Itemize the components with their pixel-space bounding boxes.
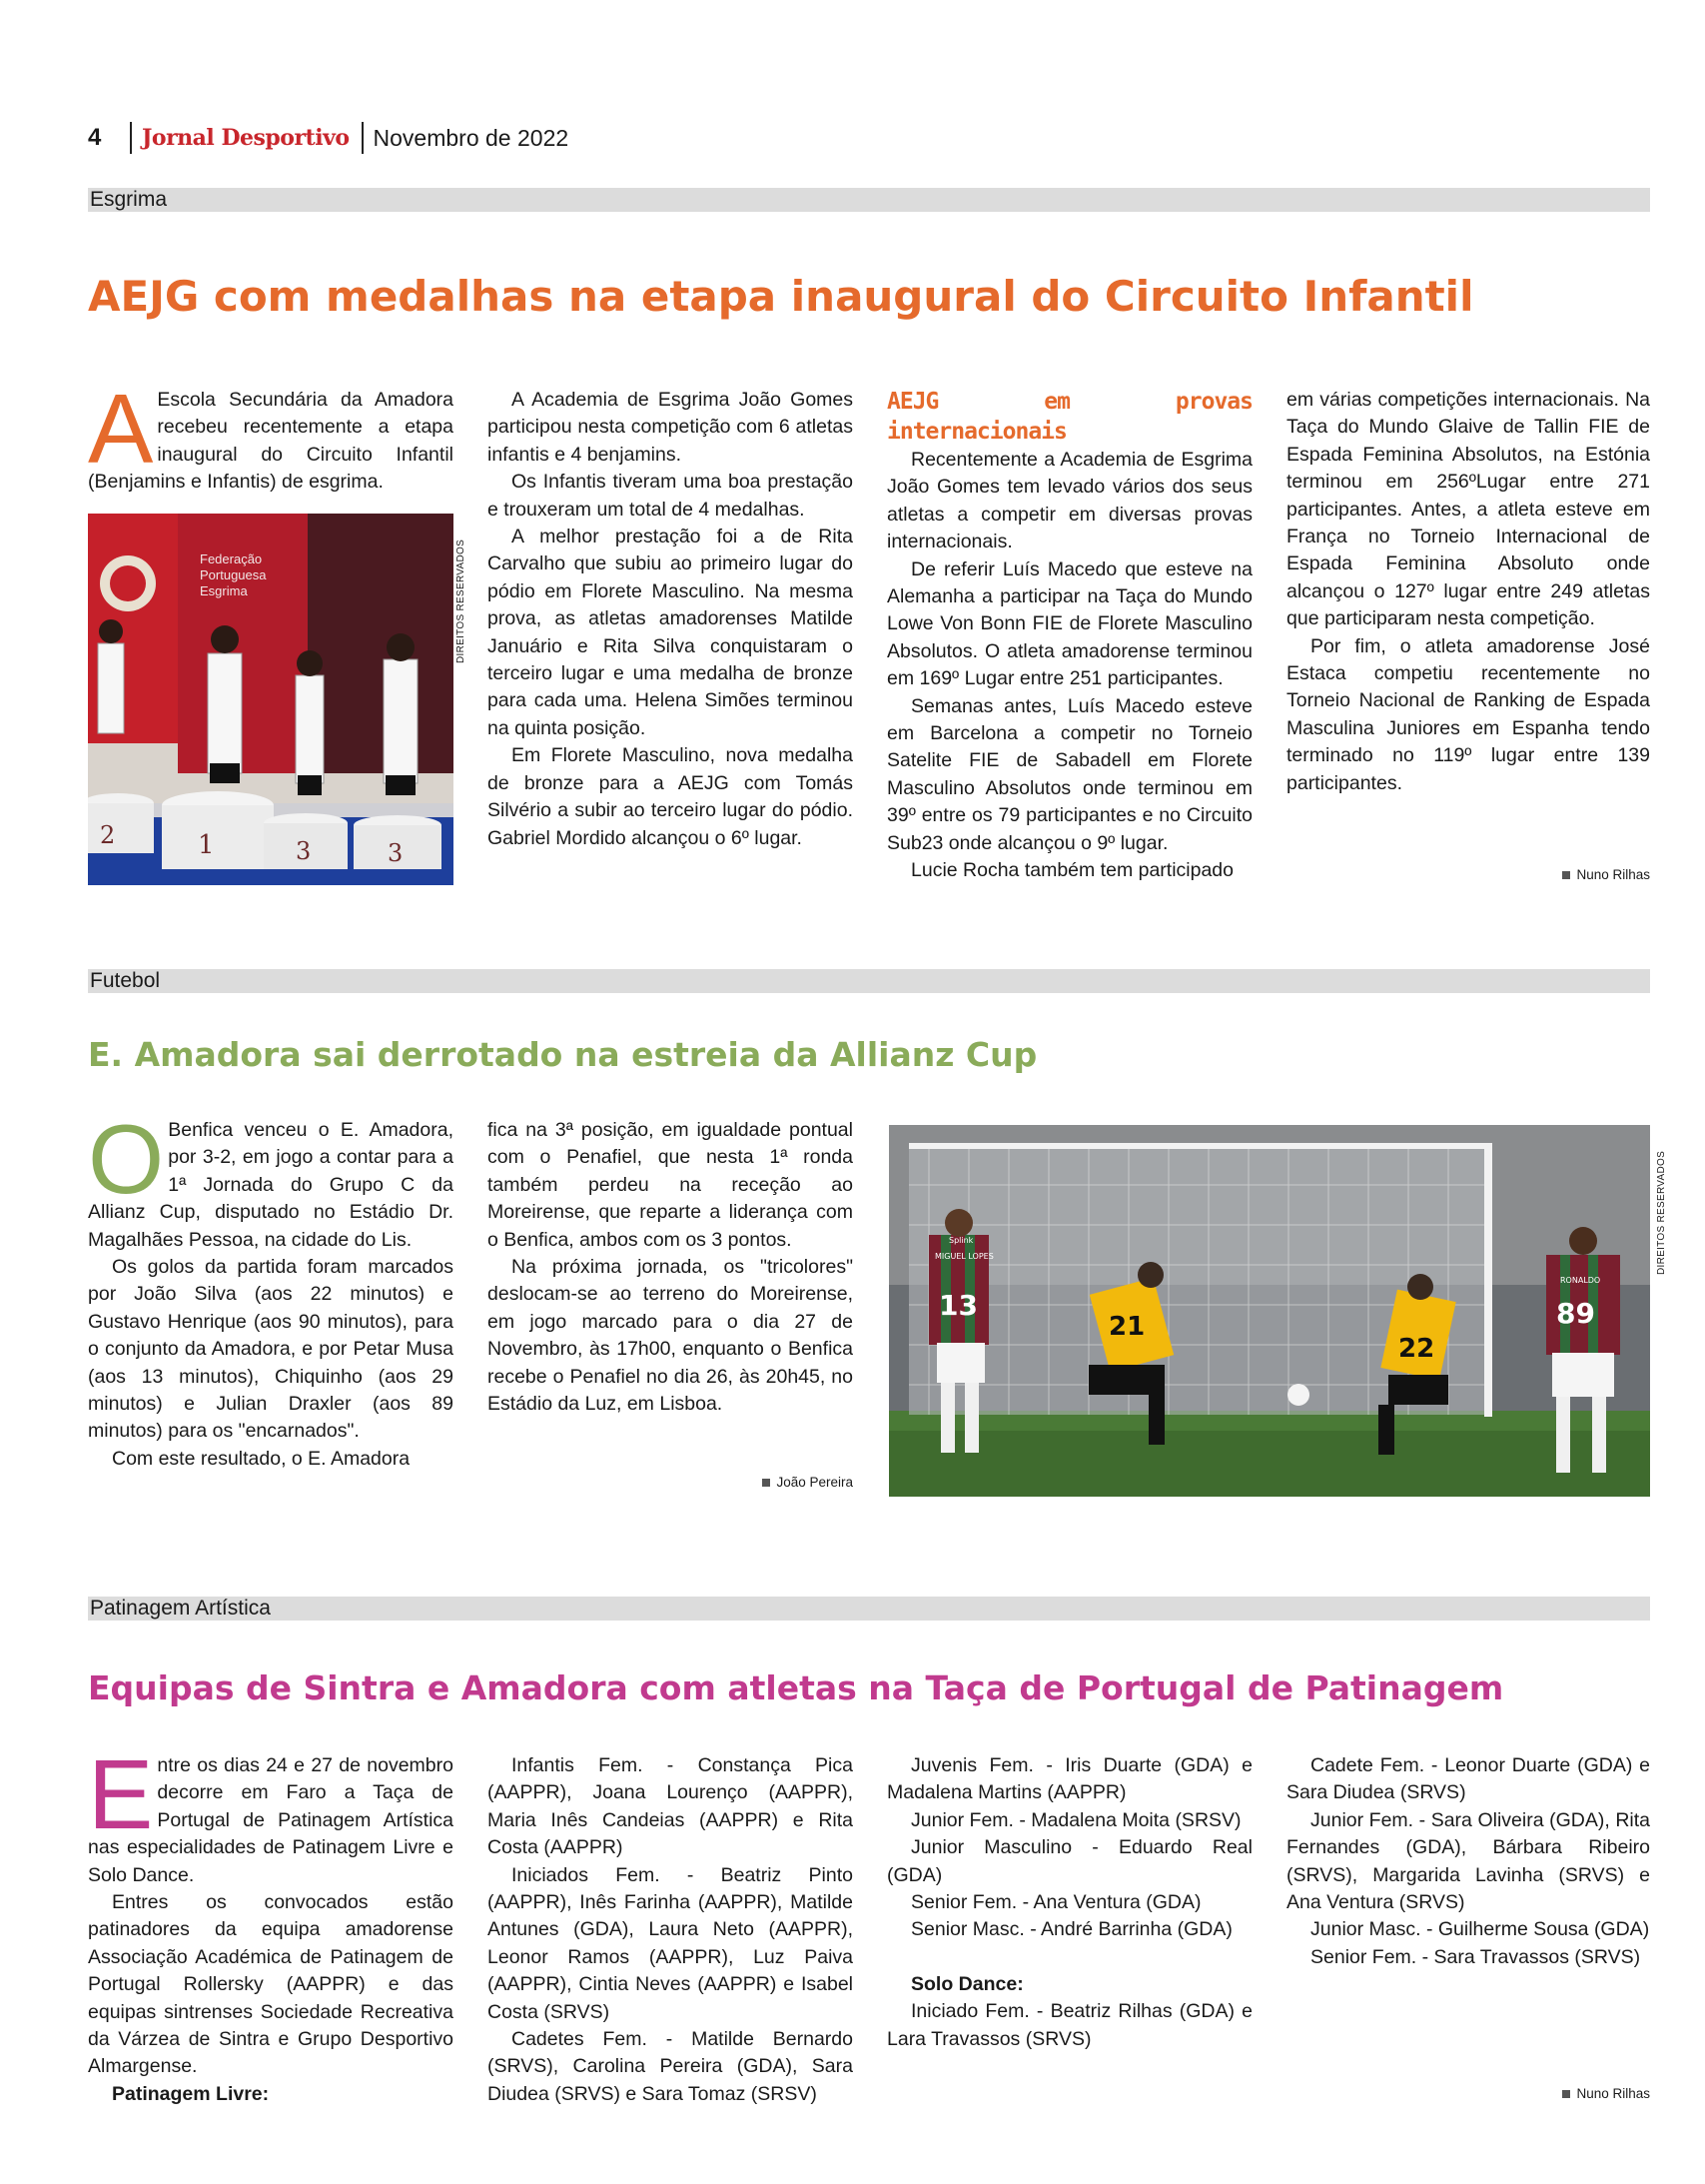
paragraph: ntre os dias 24 e 27 de novembro decorre em Faro a Taça de Portugal de Patinagem Artística nas especialidades de Patinagem Livre e Solo Dance. [88,1754,453,1886]
bold-heading: Solo Dance: [911,1972,1024,1995]
paragraph: A Academia de Esgrima João Gomes participou nesta competição com 6 atletas infantis e 4 benjamins. [487,389,853,466]
header-divider [362,122,364,154]
paragraph: Junior Fem. - Madalena Moita (SRSV) [911,1808,1242,1831]
futebol-column-2 [487,1117,853,1418]
patinagem-column-3 [887,1752,1253,2053]
article-title-futebol: E. Amadora sai derrotado na estreia da Allianz Cup [88,1035,1038,1074]
paragraph: Por fim, o atleta amadorense José Estaca competiu recentemente no Torneio Nacional de Ranking de Espada Masculina Juniores em Espanha tendo terminado no 119º lugar entre 139 participantes. [1286,634,1650,794]
dropcap: A [88,374,154,484]
photo-credit: DIREITOS RESERVADOS [455,539,466,663]
svg-text:Portuguesa: Portuguesa [200,567,267,582]
photo-illustration [889,1125,1650,1497]
paragraph: Senior Masc. - André Barrinha (GDA) [911,1918,1233,1941]
section-bar-patinagem: Patinagem Artística [88,1597,1650,1621]
paragraph: De referir Luís Macedo que esteve na Alemanha a participar na Taça do Mundo Lowe Von Bonn FIE de Florete Masculino Absolutos. O atleta amadorense terminou em 169º Lugar entre 251 participantes. [887,557,1253,690]
section-bar-esgrima: Esgrima [88,188,1650,212]
header-divider [130,122,132,154]
paragraph: Benfica venceu o E. Amadora, por 3-2, em jogo a contar para a 1ª Jornada do Grupo C da Allianz Cup, disputado no Estádio Dr. Magalhães Pessoa, na cidade do Lis. [88,1119,453,1251]
paragraph: em várias competições internacionais. Na Taça do Mundo Glaive de Tallin FIE de Espada Feminina Absolutos, na Estónia terminou em 256ºLugar entre 271 participantes. Antes, a atleta esteve em França no Torneio Internacional de Espada Feminina Absoluto onde alcançou o 127º lugar entre 249 atletas que participaram nesta competição. [1286,389,1650,630]
paragraph: Os Infantis tiveram uma boa prestação e trouxeram um total de 4 medalhas. [487,471,853,521]
patinagem-column-2 [487,1752,853,2108]
paragraph: fica na 3ª posição, em igualdade pontual com o Penafiel, que nesta 1ª ronda também perdeu na receção ao Moreirense, que reparte a liderança com o Benfica, ambos com os 3 pontos. [487,1119,853,1251]
paragraph: Junior Masculino - Eduardo Real (GDA) [887,1836,1253,1886]
author-credit [1398,867,1650,882]
podium-label: 3 [388,839,404,867]
sponsor-text: Splink [949,1236,974,1245]
author-name: Nuno Rilhas [1576,867,1650,882]
paragraph: Semanas antes, Luís Macedo esteve em Barcelona a competir no Torneio Satelite FIE de Sabadell em Florete Masculino Absolutos onde terminou em 39º entre os 79 participantes e no Circuito Sub23 onde alcançou o 9º lugar. [887,694,1253,854]
football-match-photo [889,1125,1650,1497]
paragraph: Entres os convocados estão patinadores da equipa amadorense Associação Académica de Patinagem de Portugal Rollersky (AAPPR) e das equipas sintrenses Sociedade Recreativa da Várzea de Sintra e Grupo Desportivo Almargense. [88,1891,453,2078]
section-bar-futebol: Futebol [88,969,1650,993]
paragraph: Juvenis Fem. - Iris Duarte (GDA) e Madalena Martins (AAPPR) [887,1754,1253,1804]
dropcap: E [88,1739,154,1849]
article-title-esgrima: AEJG com medalhas na etapa inaugural do Circuito Infantil [88,272,1474,321]
issue-date: Novembro de 2022 [373,124,569,151]
paragraph: Escola Secundária da Amadora recebeu recentemente a etapa inaugural do Circuito Infantil (Benjamins e Infantis) de esgrima. [88,389,453,494]
bullet-icon [1562,871,1570,879]
author-name: Nuno Rilhas [1576,2086,1650,2101]
patinagem-column-4 [1286,1752,1650,1971]
paragraph: A melhor prestação foi a de Rita Carvalho que subiu ao primeiro lugar do pódio em Florete Masculino. Na mesma prova, as atletas amadorenses Matilde Januário e Rita Silva conquistaram o terceiro lugar e uma medalha de bronze para cada uma. Helena Simões terminou na quinta posição. [487,526,853,739]
spacer [887,1944,1253,1971]
paragraph: Senior Fem. - Sara Travassos (SRVS) [1310,1945,1641,1968]
author-name: João Pereira [776,1475,853,1490]
podium-label: 1 [198,830,215,860]
paragraph: Na próxima jornada, os "tricolores" deslocam-se ao terreno do Moreirense, em jogo marcado para o dia 27 de Novembro, às 17h00, enquanto o Benfica recebe o Penafiel no dia 26, às 20h45, no Estádio da Luz, em Lisboa. [487,1256,853,1416]
shirt-number: 13 [939,1289,978,1322]
paragraph: Iniciado Fem. - Beatriz Rilhas (GDA) e Lara Travassos (SRVS) [887,2000,1253,2050]
article-title-patinagem: Equipas de Sintra e Amadora com atletas na Taça de Portugal de Patinagem [88,1668,1504,1707]
page-header [88,120,568,156]
futebol-column-1 [88,1104,453,1473]
shirt-number: 89 [1556,1297,1595,1330]
paragraph: Em Florete Masculino, nova medalha de bronze para a AEJG com Tomás Silvério a subir ao terceiro lugar do pódio. Gabriel Mordido alcançou o 6º lugar. [487,744,853,849]
photo-illustration [88,514,453,885]
paragraph: Junior Masc. - Guilherme Sousa (GDA) [1310,1918,1650,1941]
bullet-icon [1562,2090,1570,2098]
esgrima-column-2 [487,387,853,852]
paragraph: Cadetes Fem. - Matilde Bernardo (SRVS), Carolina Pereira (GDA), Sara Diudea (SRVS) e Sara Tomaz (SRSV) [487,2028,853,2105]
esgrima-column-4 [1286,387,1650,797]
paragraph: Senior Fem. - Ana Ventura (GDA) [911,1891,1202,1914]
bullet-icon [762,1479,770,1487]
bold-heading: Patinagem Livre: [112,2082,270,2105]
author-credit [1398,2086,1650,2101]
publication-name: Jornal Desportivo [142,125,350,151]
paragraph: Recentemente a Academia de Esgrima João Gomes tem levado vários dos seus atletas a competir em diversas provas internacionais. [887,449,1253,553]
paragraph: Iniciados Fem. - Beatriz Pinto (AAPPR), Inês Farinha (AAPPR), Matilde Antunes (GDA), Laura Neto (AAPPR), Leonor Ramos (AAPPR), Luz Paiva (AAPPR), Cintia Neves (AAPPR) e Isabel Costa (SRVS) [487,1863,853,2023]
shirt-number: 22 [1398,1334,1435,1364]
shirt-name: MIGUEL LOPES [935,1252,994,1261]
podium-label: 3 [296,837,312,865]
shirt-name: RONALDO [1560,1276,1601,1285]
paragraph: Os golos da partida foram marcados por João Silva (aos 22 minutos) e Gustavo Henrique (aos 90 minutos), para o conjunto da Amadora, e por Petar Musa (aos 13 minutos), Chiquinho (aos 29 minutos) e Julian Draxler (aos 89 minutos) para os "encarnados". [88,1256,453,1443]
dropcap: O [88,1104,165,1214]
paragraph: Lucie Rocha também tem participado [911,859,1234,882]
subheading: AEJG em provas internacionais [887,389,1253,445]
paragraph: Com este resultado, o E. Amadora [112,1447,411,1470]
esgrima-column-3 [887,387,1253,885]
podium-label: 2 [100,821,116,849]
shirt-number: 21 [1109,1312,1146,1342]
paragraph: Cadete Fem. - Leonor Duarte (GDA) e Sara Diudea (SRVS) [1286,1754,1650,1804]
banner-text: Federação [200,551,263,566]
esgrima-column-1 [88,374,453,497]
photo-credit: DIREITOS RESERVADOS [1656,1150,1667,1275]
page-number: 4 [88,124,102,151]
svg-text:Esgrima: Esgrima [200,583,248,598]
patinagem-column-1 [88,1739,453,2108]
author-credit [599,1475,853,1490]
fencing-podium-photo [88,514,453,885]
paragraph: Infantis Fem. - Constança Pica (AAPPR), Joana Lourenço (AAPPR), Maria Inês Candeias (AAPPR) e Rita Costa (AAPPR) [487,1754,853,1859]
paragraph: Junior Fem. - Sara Oliveira (GDA), Rita Fernandes (GDA), Bárbara Ribeiro (SRVS), Margarida Lavinha (SRVS) e Ana Ventura (SRVS) [1286,1808,1650,1914]
